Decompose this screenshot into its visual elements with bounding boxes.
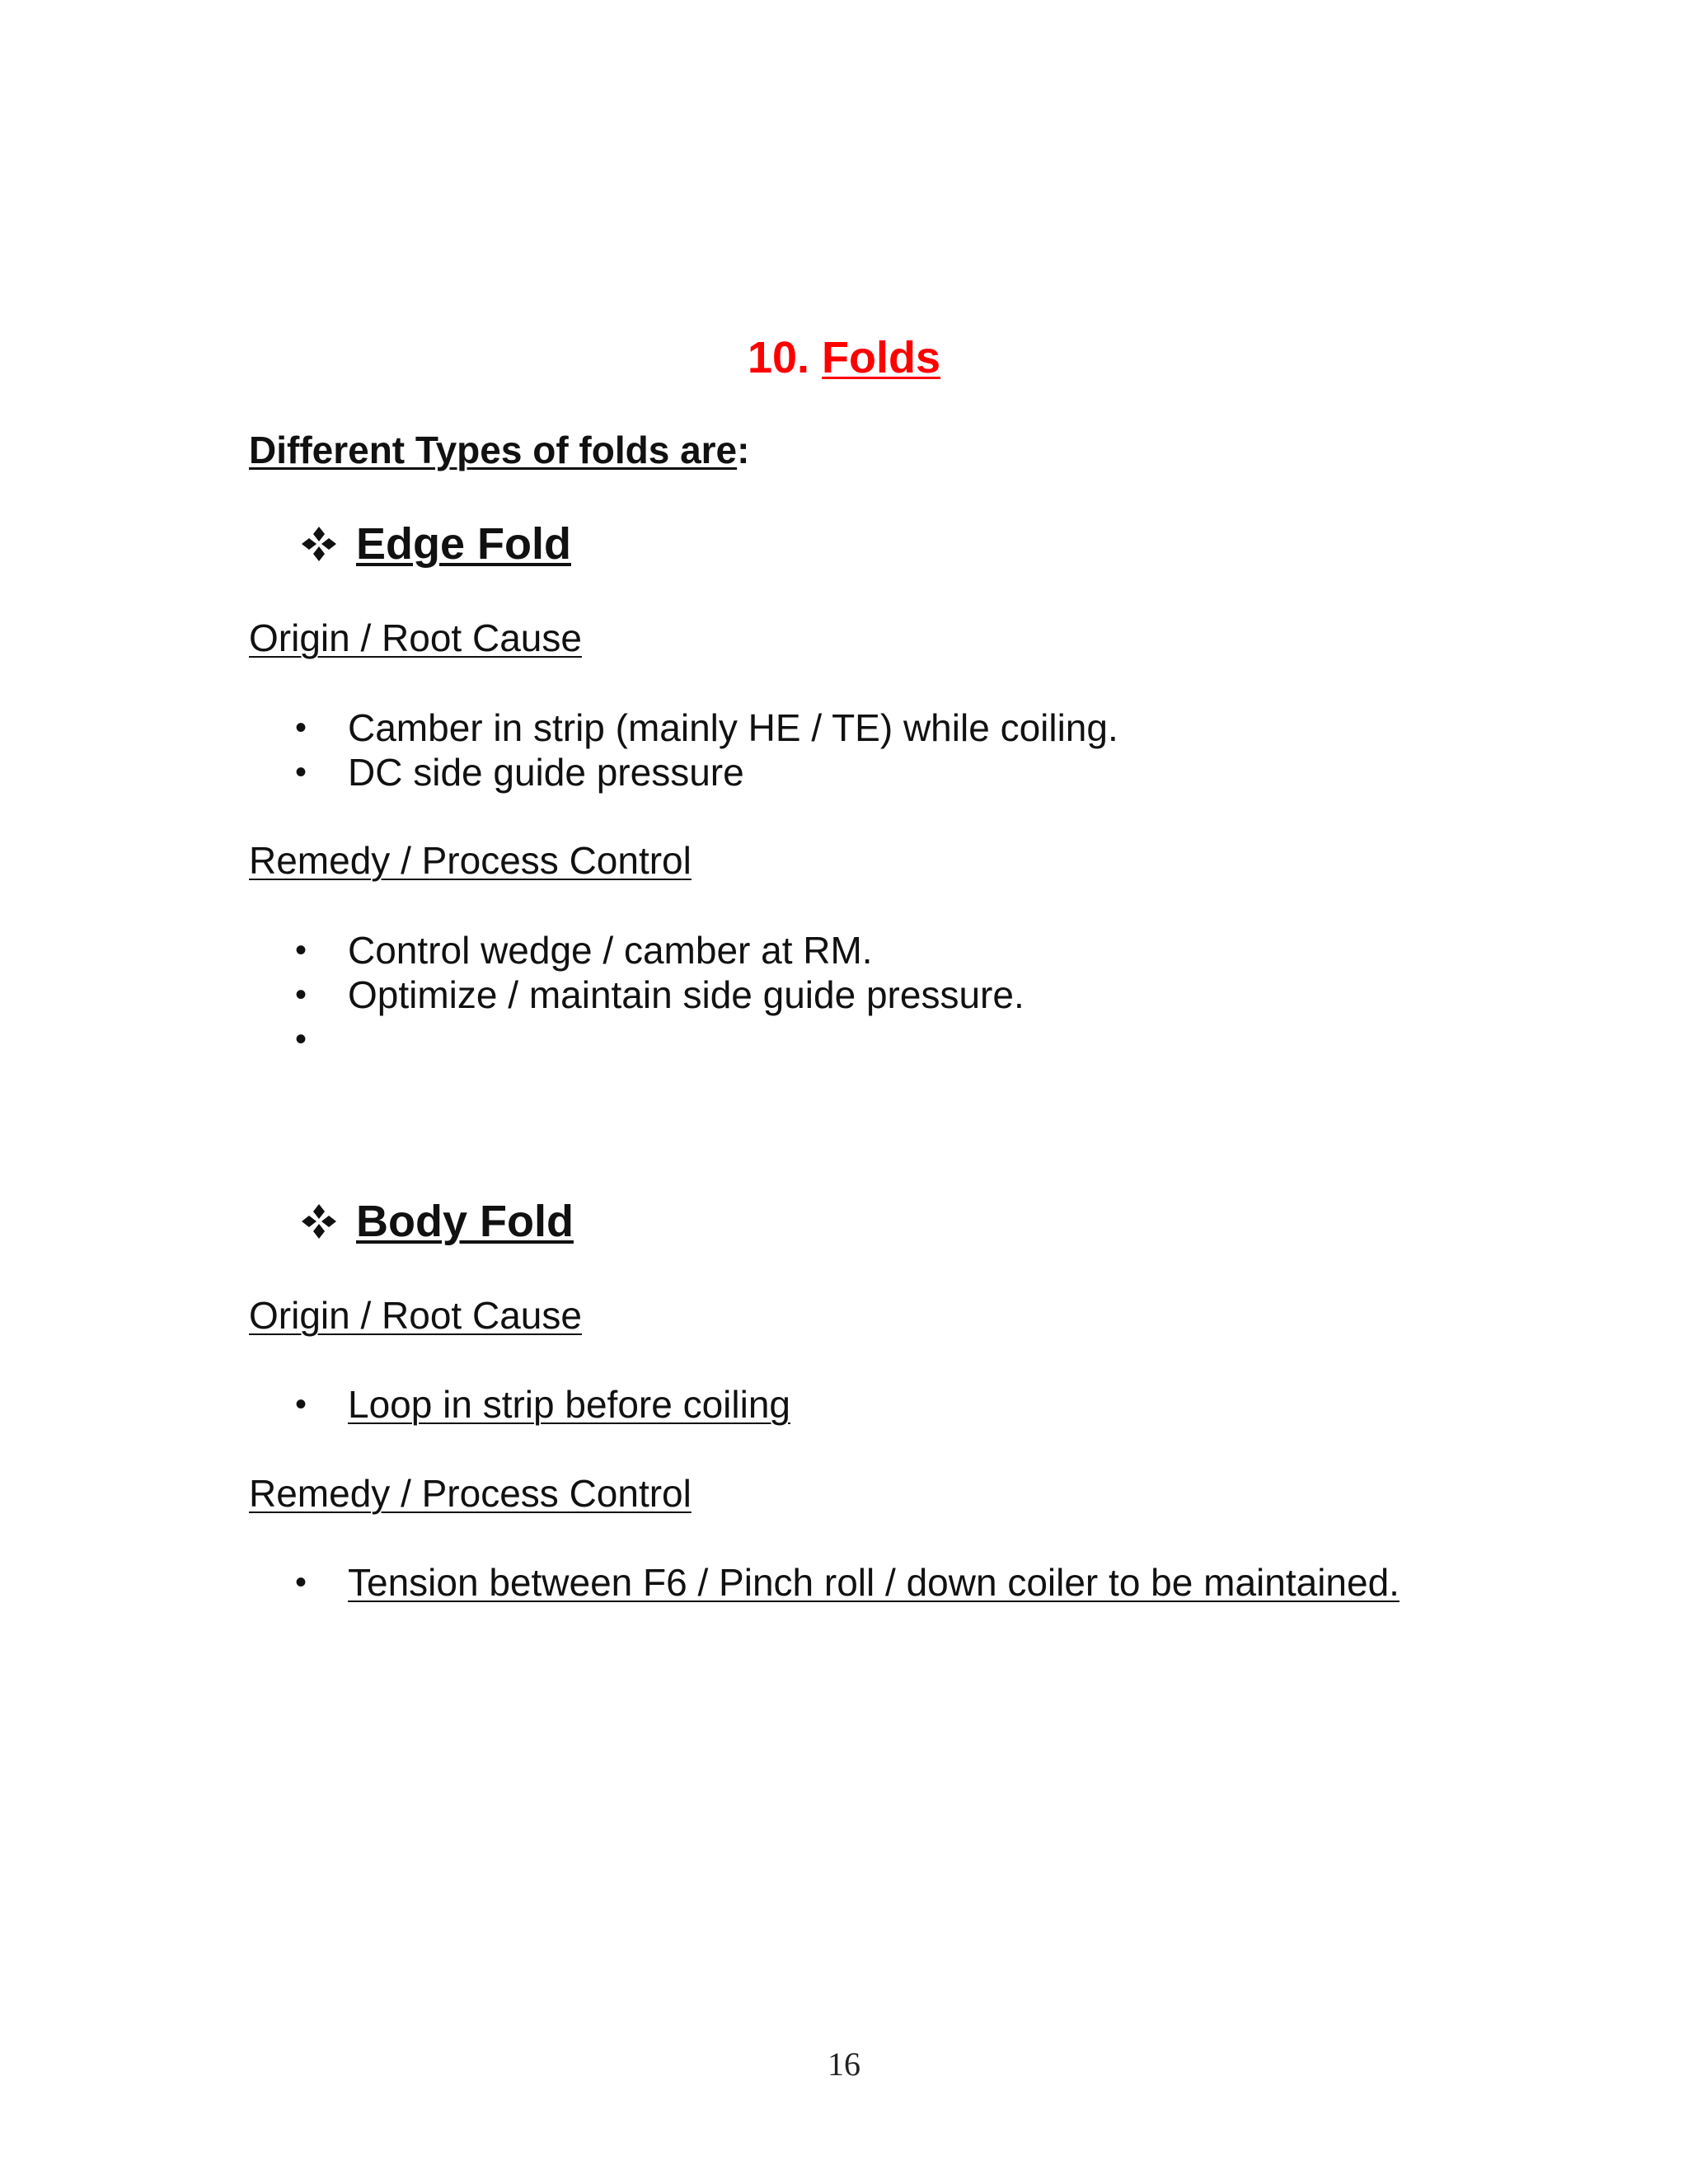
bullet-dot: • (295, 710, 307, 746)
section-title: Edge Fold (356, 519, 571, 569)
intro-heading (249, 425, 749, 475)
title-number: 10. (747, 333, 810, 382)
list-item-text: Camber in strip (mainly HE / TE) while coiling. (348, 706, 1118, 749)
four-diamond-icon (300, 525, 338, 563)
bullet-dot: • (295, 754, 307, 790)
intro-text: Different Types of folds are (249, 429, 738, 471)
list-item-text: Tension between F6 / Pinch roll / down coiler to be maintained. (348, 1561, 1400, 1604)
bullet-dot: • (295, 1021, 307, 1057)
four-diamond-icon (300, 1202, 338, 1240)
origin-label: Origin / Root Cause (249, 616, 582, 659)
origin-label: Origin / Root Cause (249, 1294, 582, 1337)
list-item-text: Optimize / maintain side guide pressure. (348, 973, 1025, 1016)
bullet-dot: • (295, 977, 307, 1013)
bullet-dot: • (295, 1386, 307, 1422)
bullet-dot: • (295, 932, 307, 968)
intro-colon: : (737, 429, 750, 471)
remedy-label: Remedy / Process Control (249, 1472, 692, 1515)
list-item-text: Control wedge / camber at RM. (348, 929, 873, 972)
page-number: 16 (828, 2046, 860, 2083)
remedy-label: Remedy / Process Control (249, 839, 692, 882)
list-item-text: DC side guide pressure (348, 751, 744, 794)
page-title (0, 331, 1688, 384)
bullet-dot: • (295, 1564, 307, 1601)
title-text: Folds (822, 333, 941, 382)
section-heading-body-fold (300, 1193, 574, 1250)
section-heading-edge-fold (300, 515, 571, 573)
list-item-text: Loop in strip before coiling (348, 1383, 790, 1426)
section-title: Body Fold (356, 1197, 574, 1246)
